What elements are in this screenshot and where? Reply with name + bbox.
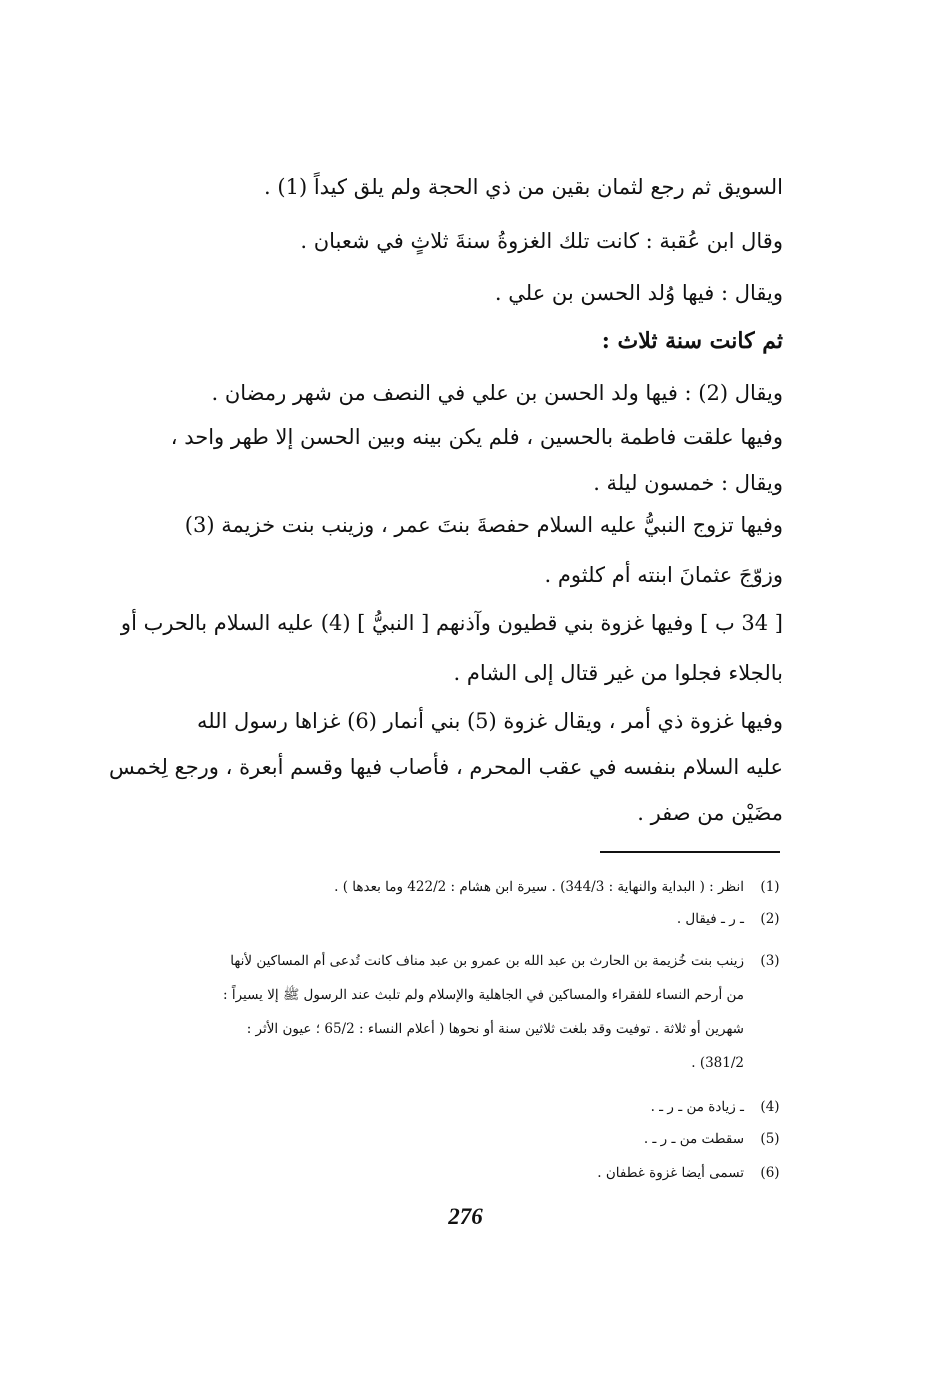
footnote-number-1: (1) [760,879,780,895]
footnote-3-line-4: 381/2) . [691,1055,744,1071]
body-line-1: السويق ثم رجع لثمان بقين من ذي الحجة ولم يلق كيداً (1) . [264,175,783,199]
body-line-8: وفيها تزوج النبيُّ عليه السلام حفصةَ بنتَ عمر ، وزينب بنت خزيمة (3) [184,513,783,537]
body-line-12: وفيها غزوة ذي أمر ، ويقال غزوة (5) بني أنمار (6) غزاها رسول الله [196,709,783,733]
footnote-5-line-1: سقطت من ـ ر ـ . [643,1131,744,1147]
footnote-number-2: (2) [760,911,780,927]
body-line-6: وفيها علقت فاطمة بالحسين ، فلم يكن بينه وبين الحسن إلا طهر واحد ، [170,425,783,449]
body-line-3: ويقال : فيها وُلد الحسن بن علي . [494,281,783,305]
page-number: 276 [448,1204,483,1229]
body-line-11: بالجلاء فجلوا من غير قتال إلى الشام . [453,661,783,685]
section-heading: ثم كانت سنة ثلاث : [601,328,783,354]
footnote-number-6: (6) [760,1165,780,1181]
footnote-2-line-1: ـ ر ـ فيقال . [676,911,744,927]
body-line-5: ويقال (2) : فيها ولد الحسن بن علي في النصف من شهر رمضان . [211,381,783,405]
footnote-3-line-1: زينب بنت خُزيمة بن الحارث بن عبد الله بن عمرو بن عبد مناف كانت تُدعى أم المساكين لأنها [230,953,744,969]
footnote-6-line-1: تسمى أيضا غزوة غطفان . [597,1165,744,1181]
footnote-number-4: (4) [760,1099,780,1115]
body-line-10: [ 34 ب ] وفيها غزوة بني قطيون وآذنهم [ النبيُّ ] (4) عليه السلام بالحرب أو [120,611,783,635]
footnote-4-line-1: ـ زيادة من ـ ر ـ . [650,1099,744,1115]
body-line-2: وقال ابن عُقبة : كانت تلك الغزوةُ سنةَ ثلاثٍ في شعبان . [300,229,783,253]
body-line-14: مضَيْن من صفر . [637,801,783,825]
body-line-13: عليه السلام بنفسه في عقب المحرم ، فأصاب فيها وقسم أبعرة ، ورجع لِخمس [108,755,783,779]
footnote-1-line-1: انظر : ( البداية والنهاية : 344/3) . سيرة ابن هشام : 422/2 وما بعدها ) . [334,879,744,895]
body-line-7: ويقال : خمسون ليلة . [593,471,783,495]
footnote-number-3: (3) [760,953,780,969]
body-line-9: وزوّجَ عثمانَ ابنته أم كلثوم . [544,563,783,587]
footnote-3-line-3: شهرين أو ثلاثة . توفيت وقد بلغت ثلاثين سنة أو نحوها ( أعلام النساء : 65/2 ؛ عيون الأثر : [246,1021,744,1037]
footnote-divider [600,851,780,853]
footnote-number-5: (5) [760,1131,780,1147]
footnote-3-line-2: من أرحم النساء للفقراء والمساكين في الجاهلية والإسلام ولم تلبث عند الرسول ﷺ إلا يسيراً : [223,987,744,1003]
